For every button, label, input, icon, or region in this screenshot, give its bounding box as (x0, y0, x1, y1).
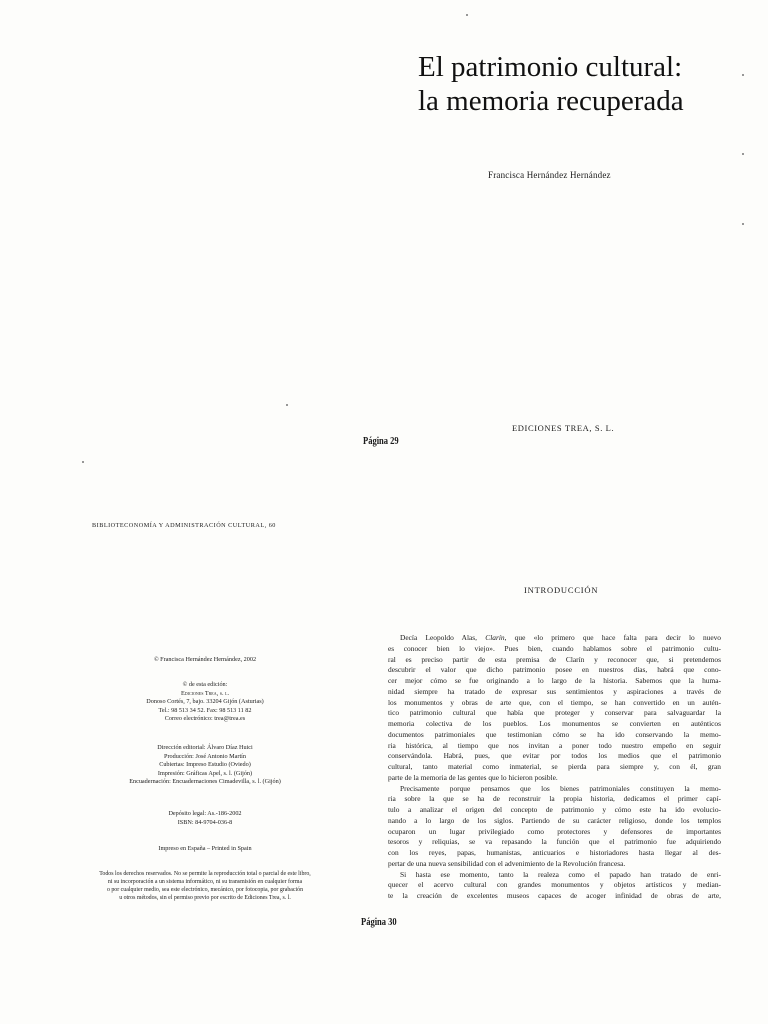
credit-line: Producción: José Antonio Martín (164, 752, 246, 760)
copyright-author (40, 656, 370, 665)
credit-line: Dirección editorial: Álvaro Díaz Huici (157, 744, 253, 751)
body-line: memoria colectiva de los pueblos. Los monumentos se convierten en auténticos (388, 719, 721, 728)
edition-publisher: Ediciones Trea, s. l. (180, 689, 230, 697)
rights-line: ni su incorporación a un sistema informático, ni su transmisión en cualquier forma (107, 879, 303, 885)
body-line: cultural, tanto material como inmaterial, se pierda para siempre y, con él, gran (388, 762, 721, 771)
scan-speck (286, 404, 288, 406)
body-line: ocuparon un lugar privilegiado como protectores y defensores de importantes (388, 826, 721, 836)
isbn: ISBN: 84-9704-036-8 (177, 818, 233, 826)
body-line: es conocer bien lo viejo». Pues bien, cuando hablamos sobre el patrimonio cultu- (388, 643, 721, 653)
body-line: te la creación de excelentes museos capaces de acoger infinidad de obras de arte, (388, 891, 721, 900)
body-line: nidad siempre ha tratado de expresar sus sentimientos y aspiraciones a través de (388, 686, 721, 696)
printed-block (40, 845, 370, 854)
credits-block (40, 744, 370, 787)
edition-email: Correo electrónico: trea@trea.es (164, 715, 246, 722)
body-line: los monumentos y obras de arte que, con el tiempo, se han convertido en un autén- (388, 697, 721, 707)
edition-block (40, 681, 370, 724)
body-line: pertar de una nueva sensibilidad con el advenimiento de la Revolución francesa. (388, 858, 626, 868)
edition-label: © de esta edición: (182, 681, 228, 688)
body-line: parte de la memoria de las gentes que lo hicieron posible. (388, 772, 558, 782)
page-label-29: Página 29 (363, 436, 399, 447)
series-title: BIBLIOTECONOMÍA Y ADMINISTRACIÓN CULTURAL, 60 (92, 522, 276, 529)
book-title (418, 50, 758, 118)
scan-speck (742, 74, 744, 76)
rights-line: o por cualquier medio, sea este electrónico, mecánico, por fotocopia, por grabación (106, 887, 304, 893)
author-name: Francisca Hernández Hernández (488, 170, 611, 180)
body-line: ria sobre la que se ha de reconstruir la propia historia, dedicamos el primer capí- (388, 794, 721, 804)
printed-in: Impreso en España – Printed in Spain (158, 845, 252, 852)
body-line: ria histórica, al tiempo que nos invitan a poner todo nuestro empeño en seguir (388, 740, 721, 750)
publisher-name: EDICIONES TREA, S. L. (512, 423, 615, 433)
page-label-30: Página 30 (361, 917, 397, 928)
legal-block (40, 810, 370, 827)
body-line: Precisamente porque pensamos que los bienes patrimoniales constituyen la memo- (400, 783, 721, 793)
legal-deposit: Depósito legal: As.-186-2002 (168, 810, 242, 817)
book-title-line-2: la memoria recuperada (418, 85, 684, 117)
body-line: descubrir el valor que dicho patrimonio posee en nuestros días, habrá que cono- (388, 665, 721, 675)
section-heading: INTRODUCCIÓN (524, 585, 599, 595)
body-line: quecer el acervo cultural con grandes monumentos y objetos artísticos y median- (388, 880, 721, 890)
credit-line: Encuadernación: Encuadernaciones Cimadevilla, s. l. (Gijón) (129, 778, 281, 785)
scan-speck (742, 153, 744, 155)
body-line: tesoros y reliquias, se va repasando la función que el patrimonio fue adquiriendo (388, 837, 721, 847)
body-line: Si hasta ese momento, tanto la realeza como el papado han tratado de enri- (400, 869, 721, 879)
body-line: documentos patrimoniales que testimonian cómo se ha ido conservando la memo- (388, 729, 721, 739)
copyright-author-line: © Francisca Hernández Hernández, 2002 (153, 656, 257, 663)
rights-line: Todos los derechos reservados. No se permite la reproducción total o parcial de este libro, (99, 871, 311, 877)
scan-speck (466, 14, 468, 16)
edition-address: Donoso Cortés, 7, bajo. 33204 Gijón (Asturias) (146, 698, 264, 705)
body-line: ral es preciso partir de esta premisa de Clarín y reconocer que, si pretendemos (388, 654, 721, 664)
book-title-line-1: El patrimonio cultural: (418, 51, 683, 83)
rights-block (30, 870, 380, 902)
body-line: tulo a analizar el origen del concepto de patrimonio y cómo este ha ido evolucio- (388, 805, 721, 814)
body-line: Decía Leopoldo Alas, Clarín, que «lo primero que hace falta para decir lo nuevo (400, 633, 722, 642)
body-line: cer mejor cómo se fue originando a lo largo de la historia. Sabemos que la huma- (388, 676, 721, 685)
scan-speck (82, 461, 84, 463)
edition-phone: Tel.: 98 513 34 52. Fax: 98 513 11 82 (158, 706, 252, 714)
credit-line: Cubiertas: Impreso Estudio (Oviedo) (159, 761, 251, 768)
body-line: nando a lo largo de los siglos. Partiendo de su carácter religioso, donde los templos (388, 815, 721, 825)
scan-speck (742, 223, 744, 225)
body-line: con los reyes, papas, humanistas, anticuarios e historiadores hasta llegar al des- (388, 848, 721, 857)
credit-line: Impresión: Gráficas Apel, s. l. (Gijón) (157, 769, 253, 777)
body-line: tico patrimonio cultural que había que proteger y conservar para salvaguardar la (388, 708, 721, 718)
body-text (388, 633, 721, 902)
body-line: conservándola. Habrá, pues, que evitar por todos los medios que el patrimonio (388, 751, 721, 761)
rights-line: u otros métodos, sin el permiso previo por escrito de Ediciones Trea, s. l. (119, 895, 291, 901)
